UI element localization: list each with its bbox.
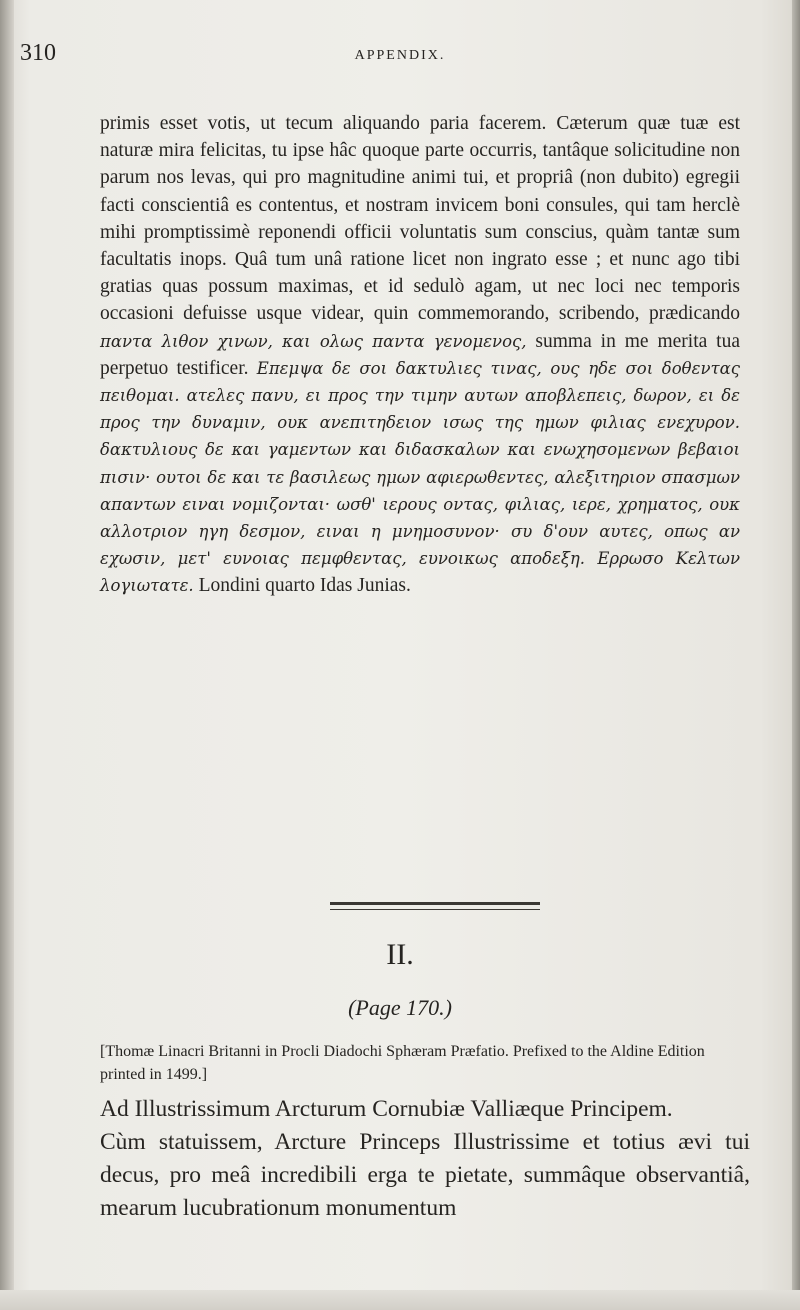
- greek-text-1: παντα λιθον χινων, και ολως παντα γενομενος,: [100, 331, 527, 351]
- editorial-note: [Thomæ Linacri Britanni in Procli Diadochi Sphæram Præfatio. Prefixed to the Aldine Edition printed in 1499.]: [100, 1043, 705, 1083]
- page-bottom-edge: [0, 1290, 800, 1310]
- salutation: Ad Illustrissimum Arcturum Cornubiæ Valliæque Principem.: [100, 1096, 673, 1122]
- book-spine-shadow: [0, 0, 14, 1310]
- page-header: [0, 30, 800, 70]
- section-divider-thick: [330, 902, 540, 905]
- latin-text-2: summa in me merita tua perpetuo testificer.: [100, 330, 740, 379]
- page-reference-text: (Page 170.): [348, 995, 452, 1020]
- dedication-letter: [100, 1093, 750, 1225]
- latin-text-3: Londini quarto Idas Junias.: [198, 575, 411, 597]
- main-paragraph: [100, 110, 740, 600]
- letter-text: Cùm statuissem, Arcture Princeps Illustrissime et totius ævi tui decus, pro meâ incredibili erga te pietate, summâque observantiâ, mearum lucubrationum monumentum: [100, 1129, 750, 1221]
- page-number: 310: [20, 40, 56, 66]
- greek-text-2: Επεμψα δε σοι δακτυλιες τινας, ους ηδε σοι δοθεντας πειθομαι. ατελες πανυ, ει προς την τιμην αυτων αποβλεπεις, δωρον, ει δε προς την δυναμιν, ουκ ανεπιτηδειον ισως της ημων φιλιας ενεχυρον. δακτυλιους δε και γαμεντων και διδασκαλων και ενωχησομενων βεβαιοι πισιν· ουτοι δε και τε βασιλεως ημων αφιερωθεντες, αλεξιτηριον σπασμων απαντων ειναι νομιζονται· ωσθ' ιερους οντας, φιλιας, ιερε, χρηματος, ουκ αλλοτριον ηγη δεσμον, ειναι η μνημοσυνον· συ δ'ουν αυτες, οπως αν εχωσιν, μετ' ευνοιας πεμφθεντας, ευνοικως αποδεξη. Ερρωσο Κελτων λογιωτατε.: [100, 358, 741, 596]
- running-head: APPENDIX.: [354, 48, 446, 63]
- section-divider-thin: [330, 909, 540, 910]
- section-number: II.: [386, 938, 414, 971]
- latin-text-1: primis esset votis, ut tecum aliquando paria facerem. Cæterum quæ tuæ est naturæ mira felicitas, tu ipse hâc quoque parte occurris, tantâque solicitudine non parum nos levas, qui pro magnitudine animi tui, et propriâ (non dubito) egregii facti conscientiâ es contentus, et nostram invicem boni consules, qui tam herclè mihi promptissimè reponendi officii voluntatis sum conscius, quàm tantæ sum facultatis inops. Quâ tum unâ ratione licet non ingrato esse ; et nunc ago tibi gratias quas possum maximas, et id sedulò agam, ut nec loci nec temporis occasioni defuisse usque videar, quin commemorando, scribendo, prædicando: [100, 113, 740, 325]
- page-reference: [0, 995, 800, 1021]
- page-edge: [792, 0, 800, 1310]
